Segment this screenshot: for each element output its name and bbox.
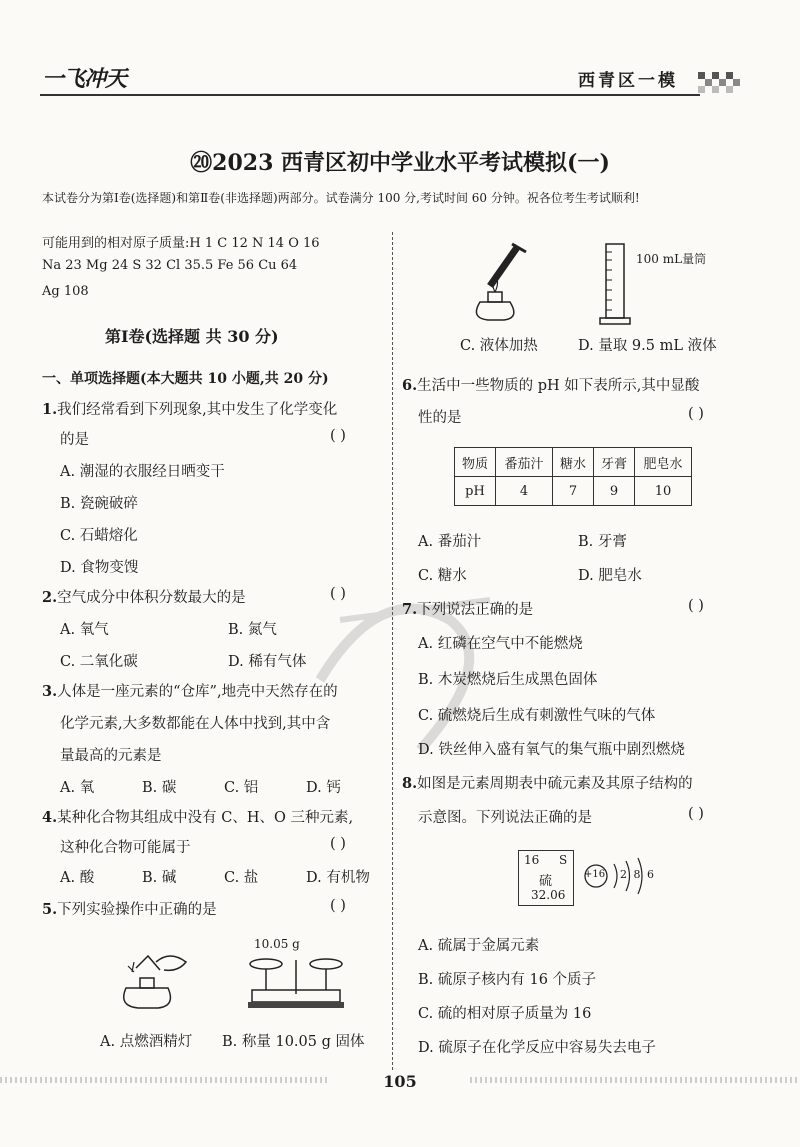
q1-stem-line1 bbox=[42, 398, 337, 419]
q1-option-d[interactable]: D. 食物变馊 bbox=[60, 560, 139, 576]
atomic-mass: 32.06 bbox=[531, 888, 566, 902]
q2-stem-text: 空气成分中体积分数最大的是 bbox=[57, 590, 246, 606]
q3-stem-line3: 量最高的元素是 bbox=[60, 748, 162, 764]
balance-scale-illustration bbox=[244, 950, 348, 1012]
electron-shells: 2 8 6 bbox=[620, 868, 654, 881]
q1-option-a[interactable]: A. 潮湿的衣服经日晒变干 bbox=[60, 464, 225, 480]
q6-stem-text: 生活中一些物质的 pH 如下表所示,其中显酸 bbox=[417, 378, 700, 394]
q3-stem-line1 bbox=[42, 680, 338, 701]
q6-option-a[interactable]: A. 番茄汁 bbox=[418, 534, 482, 550]
q6-option-b[interactable]: B. 牙膏 bbox=[578, 534, 627, 550]
q2-option-c[interactable]: C. 二氧化碳 bbox=[60, 654, 138, 670]
exam-title: ⑳2023 西青区初中学业水平考试模拟(一) bbox=[190, 150, 610, 176]
q2-stem bbox=[42, 586, 246, 607]
ph-table-cell: 4 bbox=[496, 477, 553, 506]
q7-stem-text: 下列说法正确的是 bbox=[417, 602, 534, 618]
ph-table-header-cell: 肥皂水 bbox=[635, 448, 692, 477]
ph-table-header-cell: 物质 bbox=[455, 448, 496, 477]
q5-option-b[interactable]: B. 称量 10.05 g 固体 bbox=[222, 1034, 365, 1050]
brand-logo: 一飞冲天 bbox=[42, 67, 127, 92]
q8-answer-paren[interactable]: ( ) bbox=[688, 806, 704, 822]
q7-number: 7. bbox=[402, 601, 418, 618]
q5-option-a[interactable]: A. 点燃酒精灯 bbox=[100, 1034, 193, 1050]
ph-table-header-cell: 牙膏 bbox=[594, 448, 635, 477]
q4-option-b[interactable]: B. 碱 bbox=[142, 870, 177, 886]
q8-stem-line1 bbox=[402, 772, 693, 793]
q3-stem-line2: 化学元素,大多数都能在人体中找到,其中含 bbox=[60, 716, 331, 732]
atomic-number: 16 bbox=[524, 853, 540, 867]
q3-option-a[interactable]: A. 氧 bbox=[60, 780, 95, 796]
ph-table-header-cell: 糖水 bbox=[553, 448, 594, 477]
q1-option-b[interactable]: B. 瓷碗破碎 bbox=[60, 496, 138, 512]
q5-option-c[interactable]: C. 液体加热 bbox=[460, 338, 538, 354]
q1-stem-text: 我们经常看到下列现象,其中发生了化学变化 bbox=[57, 402, 338, 418]
test-tube-heating-illustration bbox=[460, 240, 540, 322]
header-exam-name: 西青区一模 bbox=[578, 71, 678, 91]
q6-option-c[interactable]: C. 糖水 bbox=[418, 568, 467, 584]
q5-option-d[interactable]: D. 量取 9.5 mL 液体 bbox=[578, 338, 717, 354]
q5-answer-paren[interactable]: ( ) bbox=[330, 898, 346, 914]
atomic-mass-line-3: Ag 108 bbox=[42, 284, 89, 299]
q2-answer-paren[interactable]: ( ) bbox=[330, 586, 346, 602]
q4-option-a[interactable]: A. 酸 bbox=[60, 870, 95, 886]
checker-decoration bbox=[698, 72, 740, 98]
q1-answer-paren[interactable]: ( ) bbox=[330, 428, 346, 444]
q2-option-b[interactable]: B. 氮气 bbox=[228, 622, 277, 638]
q6-stem-line1 bbox=[402, 374, 699, 395]
q6-option-d[interactable]: D. 肥皂水 bbox=[578, 568, 642, 584]
ph-table-header-cell: 番茄汁 bbox=[496, 448, 553, 477]
q3-stem-text: 人体是一座元素的“仓库”,地壳中天然存在的 bbox=[57, 684, 338, 700]
q7-option-a[interactable]: A. 红磷在空气中不能燃烧 bbox=[418, 636, 583, 652]
section-one-title: 一、单项选择题(本大题共 10 小题,共 20 分) bbox=[42, 371, 329, 387]
scale-label: 10.05 g bbox=[254, 937, 300, 951]
ph-table-value-row bbox=[455, 477, 692, 506]
q2-option-a[interactable]: A. 氧气 bbox=[60, 622, 109, 638]
sulfur-element-box bbox=[518, 850, 574, 906]
q8-stem-text: 如图是元素周期表中硫元素及其原子结构的 bbox=[417, 776, 693, 792]
q4-option-d[interactable]: D. 有机物 bbox=[306, 870, 370, 886]
measuring-cylinder-illustration bbox=[598, 240, 634, 328]
q8-option-b[interactable]: B. 硫原子核内有 16 个质子 bbox=[418, 972, 597, 988]
q7-option-b[interactable]: B. 木炭燃烧后生成黑色固体 bbox=[418, 672, 598, 688]
alcohol-lamp-illustration bbox=[108, 948, 198, 1010]
ph-table-cell: 10 bbox=[635, 477, 692, 506]
q7-stem bbox=[402, 598, 533, 619]
part-one-title: 第Ⅰ卷(选择题 共 30 分) bbox=[105, 327, 279, 346]
q1-stem-line2: 的是 bbox=[60, 432, 89, 448]
q4-stem-text: 某种化合物其组成中没有 C、H、O 三种元素, bbox=[57, 810, 354, 826]
ph-table-cell: 9 bbox=[594, 477, 635, 506]
q4-stem-line1 bbox=[42, 806, 353, 827]
q4-stem-line2: 这种化合物可能属于 bbox=[60, 840, 191, 856]
ph-table-cell: 7 bbox=[553, 477, 594, 506]
q2-number: 2. bbox=[42, 589, 58, 606]
q4-option-c[interactable]: C. 盐 bbox=[224, 870, 259, 886]
atomic-mass-line-2: Na 23 Mg 24 S 32 Cl 35.5 Fe 56 Cu 64 bbox=[42, 258, 298, 273]
ph-table-cell: pH bbox=[455, 477, 496, 506]
q7-option-d[interactable]: D. 铁丝伸入盛有氧气的集气瓶中剧烈燃烧 bbox=[418, 742, 685, 758]
column-divider bbox=[392, 232, 393, 1070]
q4-answer-paren[interactable]: ( ) bbox=[330, 836, 346, 852]
q8-stem-line2: 示意图。下列说法正确的是 bbox=[418, 810, 592, 826]
atomic-mass-line-1: 可能用到的相对原子质量:H 1 C 12 N 14 O 16 bbox=[42, 236, 320, 251]
q3-option-c[interactable]: C. 铝 bbox=[224, 780, 259, 796]
q8-option-c[interactable]: C. 硫的相对原子质量为 16 bbox=[418, 1006, 592, 1022]
q6-number: 6. bbox=[402, 377, 418, 394]
q3-option-d[interactable]: D. 钙 bbox=[306, 780, 341, 796]
exam-intro: 本试卷分为第Ⅰ卷(选择题)和第Ⅱ卷(非选择题)两部分。试卷满分 100 分,考试时间 60 分钟。祝各位考生考试顺利! bbox=[42, 191, 640, 205]
q6-stem-line2: 性的是 bbox=[418, 410, 462, 426]
q5-number: 5. bbox=[42, 901, 58, 918]
q1-number: 1. bbox=[42, 401, 58, 418]
q8-number: 8. bbox=[402, 775, 418, 792]
page-number: 105 bbox=[383, 1072, 417, 1091]
q6-answer-paren[interactable]: ( ) bbox=[688, 406, 704, 422]
q2-option-d[interactable]: D. 稀有气体 bbox=[228, 654, 307, 670]
q5-stem bbox=[42, 898, 217, 919]
element-name: 硫 bbox=[539, 874, 553, 889]
nucleus-charge: +16 bbox=[584, 869, 606, 880]
q3-option-b[interactable]: B. 碳 bbox=[142, 780, 177, 796]
q7-answer-paren[interactable]: ( ) bbox=[688, 598, 704, 614]
element-symbol: S bbox=[559, 853, 568, 867]
q8-option-a[interactable]: A. 硫属于金属元素 bbox=[418, 938, 540, 954]
q8-option-d[interactable]: D. 硫原子在化学反应中容易失去电子 bbox=[418, 1040, 656, 1056]
ph-table-header-row bbox=[455, 448, 692, 477]
q5-stem-text: 下列实验操作中正确的是 bbox=[57, 902, 217, 918]
cylinder-label: 100 mL量筒 bbox=[636, 252, 707, 266]
q7-option-c[interactable]: C. 硫燃烧后生成有刺激性气味的气体 bbox=[418, 708, 656, 724]
ph-table bbox=[454, 447, 692, 506]
q3-number: 3. bbox=[42, 683, 58, 700]
q1-option-c[interactable]: C. 石蜡熔化 bbox=[60, 528, 138, 544]
q4-number: 4. bbox=[42, 809, 58, 826]
header-rule bbox=[40, 94, 700, 96]
